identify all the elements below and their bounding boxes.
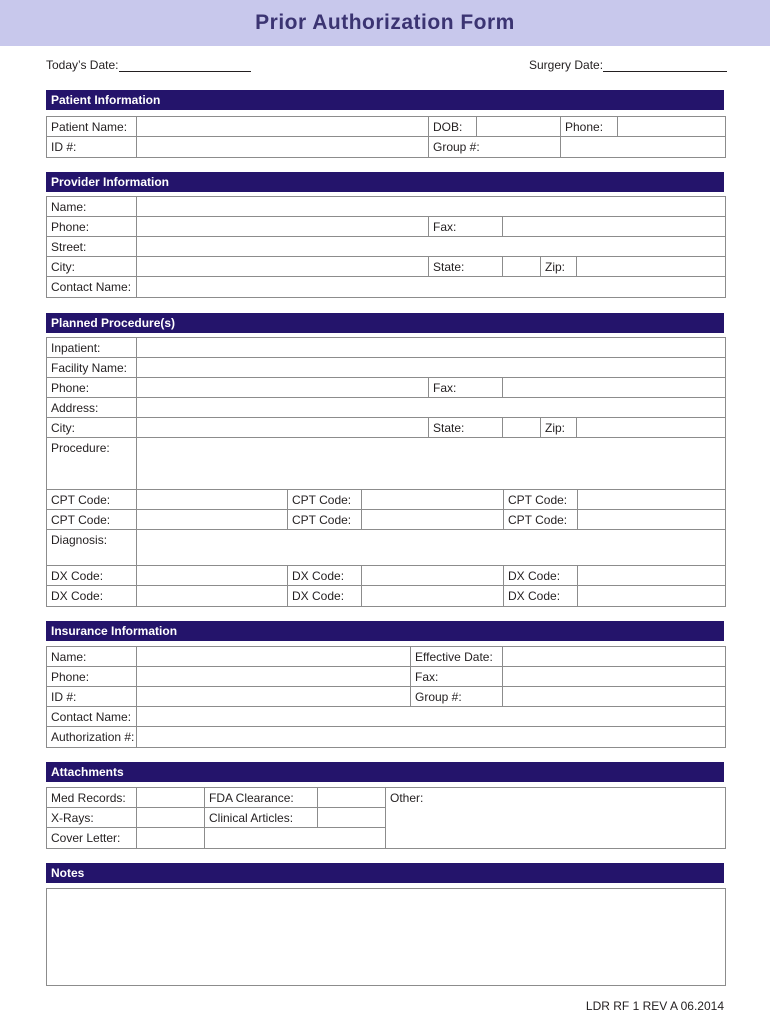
table-row xyxy=(47,438,725,490)
table-row xyxy=(47,398,725,418)
table-row xyxy=(47,197,725,217)
facility-phone-label: Phone: xyxy=(47,378,137,397)
x-rays-field[interactable] xyxy=(137,808,205,827)
dx-code-field[interactable] xyxy=(362,566,504,585)
section-header-provider: Provider Information xyxy=(46,172,724,192)
patient-group-field[interactable] xyxy=(561,137,725,157)
dob-label: DOB: xyxy=(429,117,477,136)
cpt-code-label: CPT Code: xyxy=(47,490,137,509)
insurance-fax-field[interactable] xyxy=(503,667,725,686)
insurance-id-label: ID #: xyxy=(47,687,137,706)
procedure-field[interactable] xyxy=(137,438,725,489)
cpt-code-label: CPT Code: xyxy=(504,510,578,529)
form-title: Prior Authorization Form xyxy=(255,11,515,34)
surgery-date-label: Surgery Date: xyxy=(529,58,604,72)
insurance-name-field[interactable] xyxy=(137,647,411,666)
table-row xyxy=(47,510,725,530)
table-row xyxy=(47,137,725,157)
form-revision-footer: LDR RF 1 REV A 06.2014 xyxy=(585,999,724,1013)
insurance-name-label: Name: xyxy=(47,647,137,666)
table-row xyxy=(47,667,725,687)
insurance-contact-field[interactable] xyxy=(137,707,725,726)
table-row xyxy=(47,828,385,848)
authorization-field[interactable] xyxy=(137,727,725,747)
inpatient-field[interactable] xyxy=(137,338,725,357)
table-row xyxy=(47,378,725,398)
dob-field[interactable] xyxy=(477,117,561,136)
dx-code-field[interactable] xyxy=(362,586,504,606)
provider-street-label: Street: xyxy=(47,237,137,256)
section-header-procedure: Planned Procedure(s) xyxy=(46,313,724,333)
cpt-code-field[interactable] xyxy=(362,490,504,509)
patient-id-label: ID #: xyxy=(47,137,137,157)
fda-clearance-field[interactable] xyxy=(318,788,385,807)
provider-grid xyxy=(46,196,726,298)
other-field[interactable] xyxy=(386,788,725,848)
cpt-code-label: CPT Code: xyxy=(288,490,362,509)
patient-name-label: Patient Name: xyxy=(47,117,137,136)
section-header-patient: Patient Information xyxy=(46,90,724,110)
provider-name-field[interactable] xyxy=(137,197,725,216)
patient-name-field[interactable] xyxy=(137,117,429,136)
clinical-articles-label: Clinical Articles: xyxy=(205,808,318,827)
provider-name-label: Name: xyxy=(47,197,137,216)
surgery-date-row xyxy=(529,58,727,72)
provider-phone-label: Phone: xyxy=(47,217,137,236)
table-row xyxy=(47,418,725,438)
todays-date-row xyxy=(46,58,251,72)
diagnosis-label: Diagnosis: xyxy=(47,530,137,565)
provider-city-label: City: xyxy=(47,257,137,276)
dx-code-label: DX Code: xyxy=(288,566,362,585)
table-row xyxy=(47,117,725,137)
cpt-code-field[interactable] xyxy=(137,490,288,509)
cpt-code-label: CPT Code: xyxy=(288,510,362,529)
provider-zip-field[interactable] xyxy=(577,257,725,276)
authorization-label: Authorization #: xyxy=(47,727,137,747)
table-row xyxy=(47,687,725,707)
diagnosis-field[interactable] xyxy=(137,530,725,565)
provider-city-field[interactable] xyxy=(137,257,429,276)
cpt-code-field[interactable] xyxy=(578,490,725,509)
todays-date-field[interactable] xyxy=(119,59,251,72)
dx-code-label: DX Code: xyxy=(47,586,137,606)
surgery-date-field[interactable] xyxy=(603,59,727,72)
other-label: Other: xyxy=(390,791,424,805)
cpt-code-label: CPT Code: xyxy=(47,510,137,529)
patient-phone-label: Phone: xyxy=(561,117,618,136)
insurance-phone-field[interactable] xyxy=(137,667,411,686)
facility-phone-field[interactable] xyxy=(137,378,429,397)
table-row xyxy=(47,808,385,828)
facility-city-label: City: xyxy=(47,418,137,437)
provider-contact-label: Contact Name: xyxy=(47,277,137,297)
table-row xyxy=(47,727,725,747)
facility-address-label: Address: xyxy=(47,398,137,417)
dx-code-label: DX Code: xyxy=(504,566,578,585)
section-header-insurance: Insurance Information xyxy=(46,621,724,641)
facility-state-label: State: xyxy=(429,418,503,437)
attachments-grid xyxy=(46,787,726,849)
facility-city-field[interactable] xyxy=(137,418,429,437)
cpt-code-field[interactable] xyxy=(578,510,725,529)
effective-date-field[interactable] xyxy=(503,647,725,666)
table-row xyxy=(47,237,725,257)
dx-code-field[interactable] xyxy=(137,586,288,606)
patient-phone-field[interactable] xyxy=(618,117,725,136)
insurance-group-field[interactable] xyxy=(503,687,725,706)
dx-code-label: DX Code: xyxy=(47,566,137,585)
dx-code-label: DX Code: xyxy=(504,586,578,606)
table-row xyxy=(47,358,725,378)
provider-fax-label: Fax: xyxy=(429,217,503,236)
cover-letter-label: Cover Letter: xyxy=(47,828,137,848)
dx-code-field[interactable] xyxy=(578,566,725,585)
table-row xyxy=(47,257,725,277)
attachments-left xyxy=(47,788,386,848)
clinical-articles-field[interactable] xyxy=(318,808,385,827)
insurance-fax-label: Fax: xyxy=(411,667,503,686)
inpatient-label: Inpatient: xyxy=(47,338,137,357)
med-records-field[interactable] xyxy=(137,788,205,807)
provider-street-field[interactable] xyxy=(137,237,725,256)
section-header-notes: Notes xyxy=(46,863,724,883)
procedure-label: Procedure: xyxy=(47,438,137,489)
med-records-label: Med Records: xyxy=(47,788,137,807)
insurance-phone-label: Phone: xyxy=(47,667,137,686)
facility-zip-field[interactable] xyxy=(577,418,725,437)
effective-date-label: Effective Date: xyxy=(411,647,503,666)
section-header-attachments: Attachments xyxy=(46,762,724,782)
procedure-grid xyxy=(46,337,726,607)
provider-zip-label: Zip: xyxy=(541,257,577,276)
cover-letter-field[interactable] xyxy=(137,828,205,848)
insurance-group-label: Group #: xyxy=(411,687,503,706)
x-rays-label: X-Rays: xyxy=(47,808,137,827)
cpt-code-label: CPT Code: xyxy=(504,490,578,509)
provider-state-label: State: xyxy=(429,257,503,276)
fda-clearance-label: FDA Clearance: xyxy=(205,788,318,807)
dx-code-field[interactable] xyxy=(578,586,725,606)
facility-state-field[interactable] xyxy=(503,418,541,437)
insurance-id-field[interactable] xyxy=(137,687,411,706)
facility-fax-label: Fax: xyxy=(429,378,503,397)
attachments-blank-cell xyxy=(205,828,385,848)
table-row xyxy=(47,490,725,510)
cpt-code-field[interactable] xyxy=(362,510,504,529)
facility-name-label: Facility Name: xyxy=(47,358,137,377)
dx-code-field[interactable] xyxy=(137,566,288,585)
insurance-grid xyxy=(46,646,726,748)
patient-id-field[interactable] xyxy=(137,137,429,157)
patient-group-label: Group #: xyxy=(429,137,561,157)
notes-field[interactable] xyxy=(46,888,726,986)
table-row xyxy=(47,530,725,566)
provider-contact-field[interactable] xyxy=(137,277,725,297)
table-row xyxy=(47,586,725,606)
title-bar xyxy=(0,0,770,46)
facility-fax-field[interactable] xyxy=(503,378,725,397)
provider-fax-field[interactable] xyxy=(503,217,725,236)
table-row xyxy=(47,338,725,358)
facility-address-field[interactable] xyxy=(137,398,725,417)
facility-zip-label: Zip: xyxy=(541,418,577,437)
table-row xyxy=(47,277,725,297)
table-row xyxy=(47,707,725,727)
table-row xyxy=(47,217,725,237)
insurance-contact-label: Contact Name: xyxy=(47,707,137,726)
table-row xyxy=(47,788,385,808)
cpt-code-field[interactable] xyxy=(137,510,288,529)
table-row xyxy=(47,566,725,586)
table-row xyxy=(47,647,725,667)
dx-code-label: DX Code: xyxy=(288,586,362,606)
todays-date-label: Today’s Date: xyxy=(46,58,119,72)
provider-state-field[interactable] xyxy=(503,257,541,276)
patient-grid xyxy=(46,116,726,158)
facility-name-field[interactable] xyxy=(137,358,725,377)
provider-phone-field[interactable] xyxy=(137,217,429,236)
